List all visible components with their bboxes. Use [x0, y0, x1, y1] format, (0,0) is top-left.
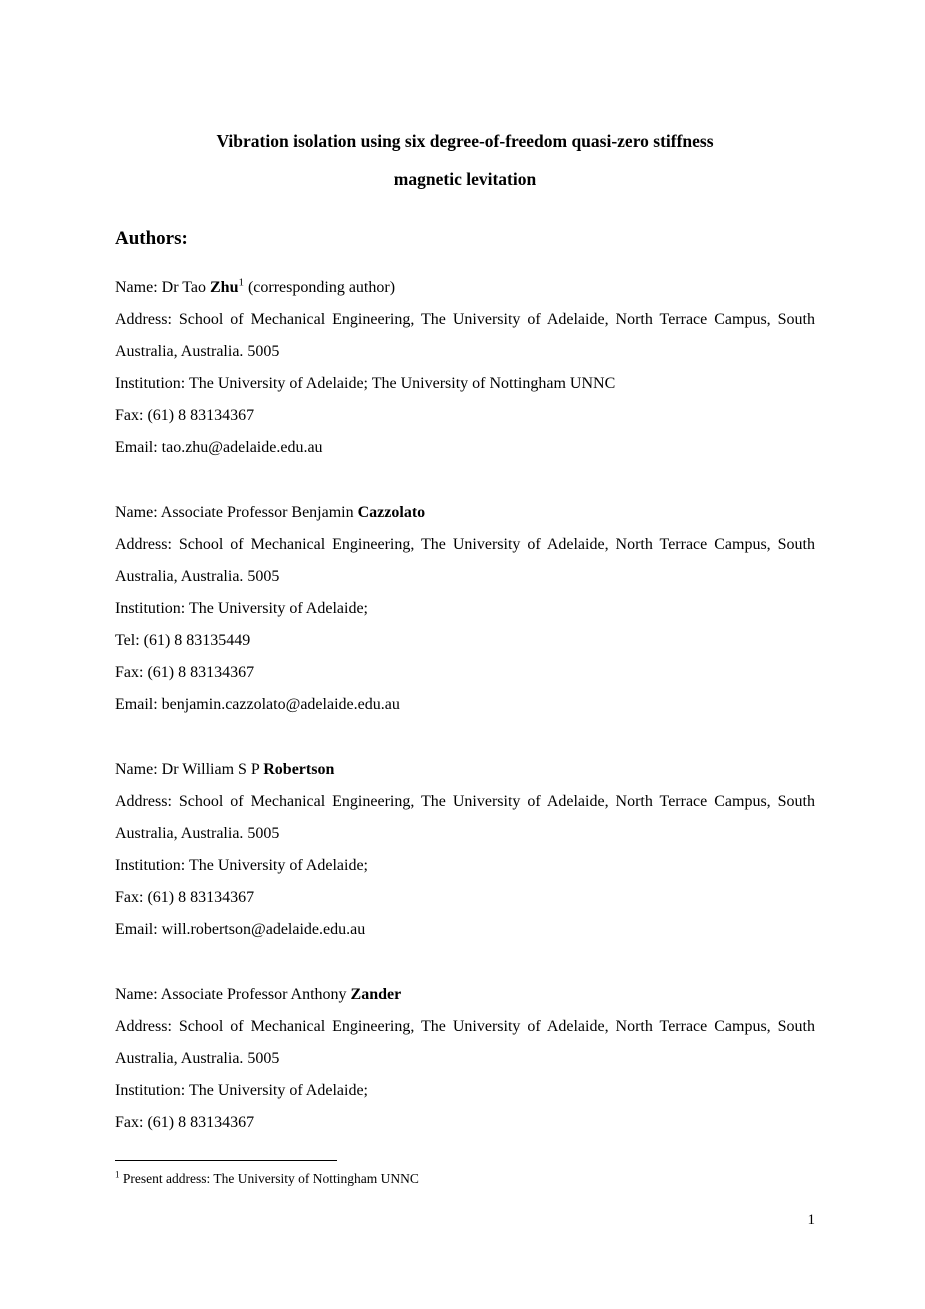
- paper-title-line2: magnetic levitation: [393, 169, 537, 189]
- page-content: [115, 0, 815, 1139]
- author-address: Address: School of Mechanical Engineering, The University of Adelaide, North Terrace Campus, South Australia, Australia. 5005: [115, 536, 815, 585]
- author-fax: Fax: (61) 8 83134367: [115, 407, 255, 424]
- paper-title: [115, 122, 815, 198]
- author-address: Address: School of Mechanical Engineering, The University of Adelaide, North Terrace Campus, South Australia, Australia. 5005: [115, 311, 815, 360]
- page-number: 1: [807, 1212, 815, 1228]
- authors-heading: Authors:: [115, 228, 188, 249]
- author-email: Email: benjamin.cazzolato@adelaide.edu.au: [115, 696, 400, 713]
- author-address: Address: School of Mechanical Engineering, The University of Adelaide, North Terrace Campus, South Australia, Australia. 5005: [115, 1018, 815, 1067]
- authors-list: [115, 272, 815, 1139]
- footnote-marker: 1: [115, 1169, 120, 1180]
- author-block: [115, 497, 815, 721]
- author-email: Email: will.robertson@adelaide.edu.au: [115, 921, 366, 938]
- author-footnote-marker: 1: [238, 276, 244, 289]
- author-surname: Cazzolato: [357, 504, 426, 521]
- author-fax: Fax: (61) 8 83134367: [115, 664, 255, 681]
- author-fax: Fax: (61) 8 83134367: [115, 889, 255, 906]
- footnote-body: Present address: The University of Nottingham UNNC: [119, 1171, 419, 1186]
- footnote-block: [115, 1160, 815, 1188]
- paper-title-line1: Vibration isolation using six degree-of-freedom quasi-zero stiffness: [216, 131, 714, 151]
- author-institution: Institution: The University of Adelaide;: [115, 857, 368, 874]
- author-name-prefix: Name: Dr William S P: [115, 761, 264, 778]
- author-block: [115, 979, 815, 1139]
- author-name-line: [115, 272, 815, 304]
- author-block: [115, 272, 815, 464]
- author-address: Address: School of Mechanical Engineering, The University of Adelaide, North Terrace Campus, South Australia, Australia. 5005: [115, 793, 815, 842]
- author-name-line: [115, 754, 815, 786]
- author-block: [115, 754, 815, 946]
- author-surname: Zander: [350, 986, 402, 1003]
- author-surname: Robertson: [263, 761, 335, 778]
- footnote-separator-rule: [115, 1160, 337, 1161]
- author-name-prefix: Name: Associate Professor Anthony: [115, 986, 351, 1003]
- author-tel: Tel: (61) 8 83135449: [115, 632, 251, 649]
- author-name-prefix: Name: Dr Tao: [115, 279, 210, 296]
- author-email: Email: tao.zhu@adelaide.edu.au: [115, 439, 323, 456]
- author-surname: Zhu: [210, 279, 239, 296]
- author-fax: Fax: (61) 8 83134367: [115, 1114, 255, 1131]
- author-institution: Institution: The University of Adelaide;: [115, 1082, 368, 1099]
- author-institution: Institution: The University of Adelaide; The University of Nottingham UNNC: [115, 375, 616, 392]
- author-name-line: [115, 497, 815, 529]
- author-institution: Institution: The University of Adelaide;: [115, 600, 368, 617]
- author-name-line: [115, 979, 815, 1011]
- author-name-prefix: Name: Associate Professor Benjamin: [115, 504, 358, 521]
- author-name-suffix: (corresponding author): [243, 279, 396, 296]
- footnote-text: [115, 1170, 815, 1188]
